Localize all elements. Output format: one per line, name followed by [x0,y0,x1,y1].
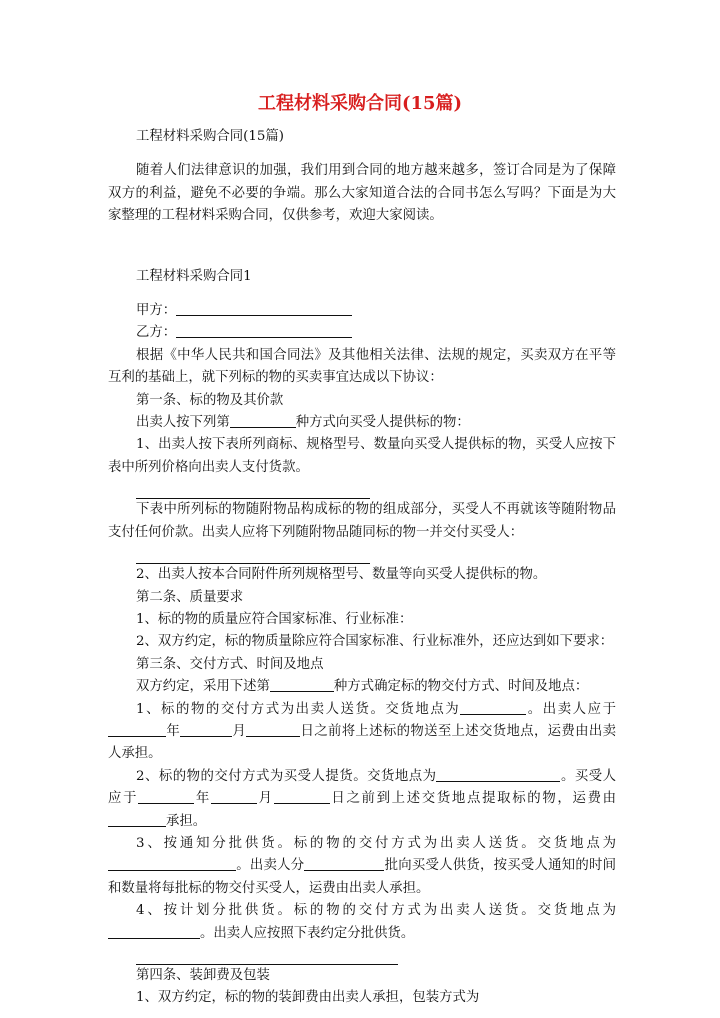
text-segment: 。出卖人分 [236,858,305,874]
article-3-item-4 [108,900,616,945]
text-segment: 1、标的物的交付方式为出卖人送货。交货地点为 [136,701,461,717]
article-3-item-2 [108,766,616,833]
article-2-item-1: 1、标的物的质量应符合国家标准、行业标准： [136,611,413,627]
blank [304,856,384,871]
article-3-method [108,676,616,698]
text-segment: 日之前将上述标的物送至上述交货地点，运费由出卖人承担。 [108,723,617,762]
blank [211,789,257,804]
article-1-title: 第一条、标的物及其价款 [136,392,284,408]
article-3-item-1 [108,699,616,766]
blank [460,700,526,715]
blank [436,767,560,782]
article-1-item-2: 2、出卖人按本合同附件所列规格型号、数量等向买受人提供标的物。 [136,567,547,583]
article-2-item-2: 2、双方约定，标的物质量除应符合国家标准、行业标准外，还应达到如下要求： [136,634,614,650]
blank-line [136,945,398,965]
party-b-blank [176,323,352,338]
blank [180,722,232,737]
article-3-title: 第三条、交付方式、时间及地点 [136,656,324,672]
text-segment: 3、按通知分批供货。标的物的交付方式为出卖人送货。交货地点为 [136,835,616,851]
contract-heading: 工程材料采购合同1 [136,268,252,284]
text-segment: 年 [194,791,211,807]
blank [108,856,236,871]
blank [270,677,334,692]
text-segment: 双方约定，采用下述第 [136,679,270,695]
article-1-accessories: 下表中所列标的物随附物品构成标的物的组成部分，买受人不再就该等随附物品支付任何价款。出卖人应将下列随附物品随同标的物一并交付买受人： [108,502,616,540]
article-2-title: 第二条、质量要求 [136,589,244,605]
text-segment: 月 [256,791,274,807]
text-segment: 4、按计划分批供货。标的物的交付方式为出卖人送货。交货地点为 [136,903,616,919]
text-segment: 承担。 [166,813,207,829]
preamble: 根据《中华人民共和国合同法》及其他相关法律、法规的规定，买卖双方在平等互利的基础上，就下列标的物的买卖事宜达成以下协议： [108,347,616,386]
party-a-label: 甲方： [136,303,177,319]
blank-line [136,479,370,499]
article-1-item-1: 1、出卖人按下表所列商标、规格型号、数量向买受人提供标的物，买受人应按下表中所列价格向出卖人支付货款。 [108,437,616,475]
document-body [108,126,616,1010]
party-a-blank [176,301,352,316]
article-4-item-1: 1、双方约定，标的物的装卸费由出卖人承担，包装方式为 [136,990,480,1006]
article-4-title: 第四条、装卸费及包装 [136,968,270,983]
subtitle: 工程材料采购合同(15篇) [136,129,285,144]
blank [246,722,300,737]
intro-paragraph: 随着人们法律意识的加强，我们用到合同的地方越来越多，签订合同是为了保障双方的利益，避免不必要的争端。那么大家知道合法的合同书怎么写吗？下面是为大家整理的工程材料采购合同，仅供参考，欢迎大家阅读。 [108,163,616,224]
text-segment: 种方式确定标的物交付方式、时间及地点： [333,679,589,695]
blank [230,413,296,428]
party-b-label: 乙方： [136,325,177,341]
text-segment: 月 [232,723,247,739]
text-segment: 日之前到上述交货地点提取标的物，运费由 [329,791,617,807]
blank [108,924,200,939]
text-segment: 种方式向买受人提供标的物： [295,415,470,431]
text-segment: 。买受人应于 [108,768,617,807]
text-segment: 出卖人按下列第 [136,415,230,431]
party-a-line [108,300,616,322]
blank [138,789,194,804]
text-segment: 批向买受人供货，按买受人通知的时间和数量将每批标的物交付买受人，运费由出卖人承担。 [108,858,617,896]
text-segment: 。出卖人应于 [526,701,616,717]
article-1-method [108,412,616,434]
document-title: 工程材料采购合同(15篇) [257,93,463,114]
blank [108,722,166,737]
party-b-line [108,322,616,344]
blank-line [136,544,370,564]
blank [108,812,166,827]
text-segment: 2、标的物的交付方式为买受人提货。交货地点为 [136,768,437,784]
text-segment: 年 [166,723,181,739]
article-3-item-3 [108,833,616,900]
text-segment: 。出卖人应按照下表约定分批供货。 [200,925,415,941]
blank [274,789,330,804]
